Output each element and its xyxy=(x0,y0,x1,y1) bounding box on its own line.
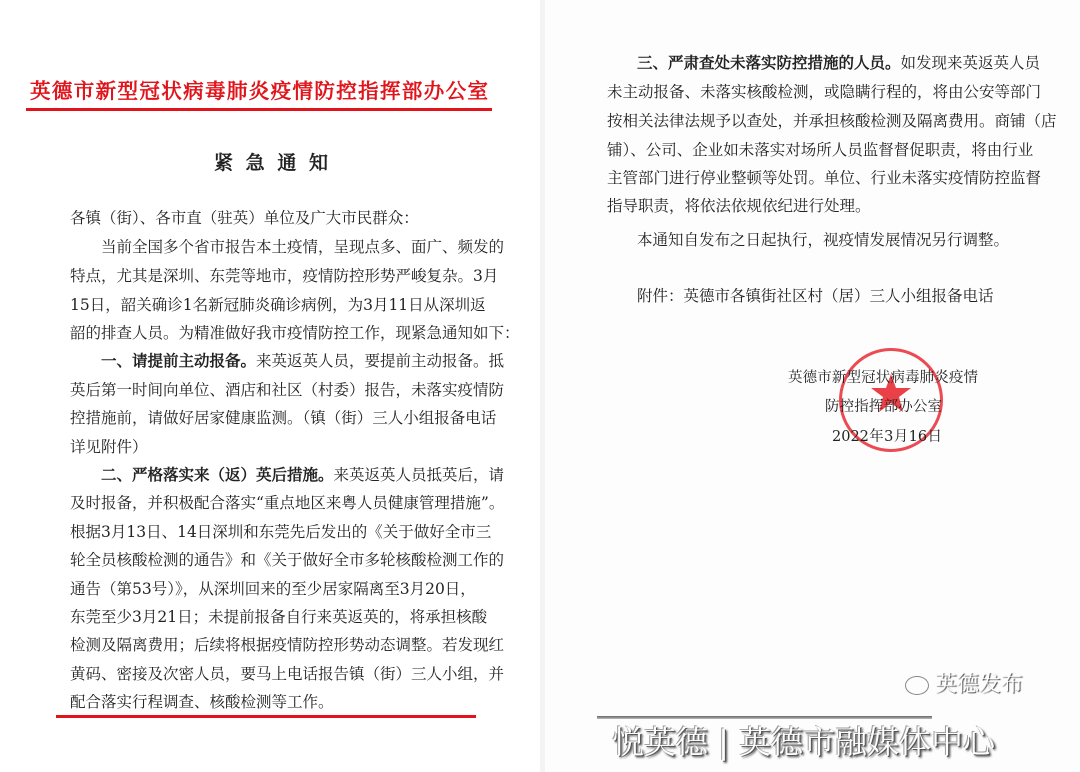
red-header-line xyxy=(26,108,492,111)
body-line: 未主动报备、未落实核酸检测，或隐瞒行程的，将由公安等部门 xyxy=(607,83,1042,101)
red-footer-line xyxy=(56,715,476,718)
body-line: 特点，尤其是深圳、东莞等地市，疫情防控形势严峻复杂。3月 xyxy=(70,267,499,285)
body-line: 详见附件） xyxy=(70,438,148,456)
body-line: 东莞至少3月21日；未提前报备自行来英返英的，将承担核酸 xyxy=(70,608,488,626)
section-two-heading: 二、严格落实来（返）英后措施。来英返英人员抵英后，请 xyxy=(101,465,505,484)
org-title: 英德市新型冠状病毒肺炎疫情防控指挥部办公室 xyxy=(30,79,488,103)
section-three-heading: 三、严肃查处未落实防控措施的人员。如发现来英返英人员 xyxy=(637,53,1041,72)
doc-title: 紧急通知 xyxy=(214,152,328,174)
body-line: 指导职责，将依法依规依纪进行处理。 xyxy=(607,197,871,215)
section-one-heading: 一、请提前主动报备。来英返英人员，要提前主动报备。抵 xyxy=(101,351,505,370)
section-lead: 三、严肃查处未落实防控措施的人员。 xyxy=(637,53,901,72)
body-line: 当前全国多个省市报告本土疫情，呈现点多、面广、频发的 xyxy=(101,238,505,256)
signature-org-line1: 英德市新型冠状病毒肺炎疫情 xyxy=(788,370,978,386)
watermark-line xyxy=(597,716,932,719)
signature-date: 2022年3月16日 xyxy=(832,429,942,445)
salutation: 各镇（街）、各市直（驻英）单位及广大市民群众： xyxy=(70,209,419,227)
body-line: 配合落实行程调查、核酸检测等工作。 xyxy=(70,693,334,711)
body-line: 检测及隔离费用；后续将根据疫情防控形势动态调整。若发现红 xyxy=(70,636,505,654)
body-line: 黄码、密接及次密人员，要马上电话报告镇（街）三人小组，并 xyxy=(70,665,505,683)
attachment-note: 附件：英德市各镇街社区村（居）三人小组报备电话 xyxy=(637,287,994,305)
body-line: 按相关法律法规予以查处，并承担核酸检测及隔离费用。商铺（店 xyxy=(607,112,1057,130)
body-line: 根据3月13日、14日深圳和东莞先后发出的《关于做好全市三 xyxy=(70,523,492,541)
body-line: 主管部门进行停业整顿等处罚。单位、行业未落实疫情防控监督 xyxy=(607,169,1042,187)
body-line: 韶的排查人员。为精准做好我市疫情防控工作，现紧急通知如下： xyxy=(70,324,520,342)
body-line: 通告（第53号）》，从深圳回来的至少居家隔离至3月20日， xyxy=(70,580,476,598)
watermark-account: 英德发布 xyxy=(935,672,1024,697)
body-line: 控措施前，请做好居家健康监测。（镇（街）三人小组报备电话 xyxy=(70,409,497,427)
watermark-main: 悦英德 | 英德市融媒体中心 xyxy=(612,723,996,761)
body-line: 英后第一时间向单位、酒店和社区（村委）报告，未落实疫情防 xyxy=(70,381,505,399)
wechat-icon xyxy=(905,676,929,695)
body-line: 15日，韶关确诊1名新冠肺炎确诊病例，为3月11日从深圳返 xyxy=(70,296,486,314)
body-line: 铺）、公司、企业如未落实对场所人员监督督促职责，将由行业 xyxy=(607,141,1034,159)
signature-org-line2: 防控指挥部办公室 xyxy=(825,399,942,415)
effective-note: 本通知自发布之日起执行，视疫情发展情况另行调整。 xyxy=(637,231,1010,249)
section-lead: 二、严格落实来（返）英后措施。 xyxy=(101,465,334,484)
section-lead: 一、请提前主动报备。 xyxy=(101,351,257,370)
body-line: 及时报备，并积极配合落实“重点地区来粤人员健康管理措施”。 xyxy=(70,494,505,512)
body-line: 轮全员核酸检测的通告》和《关于做好全市多轮核酸检测工作的 xyxy=(70,551,505,569)
